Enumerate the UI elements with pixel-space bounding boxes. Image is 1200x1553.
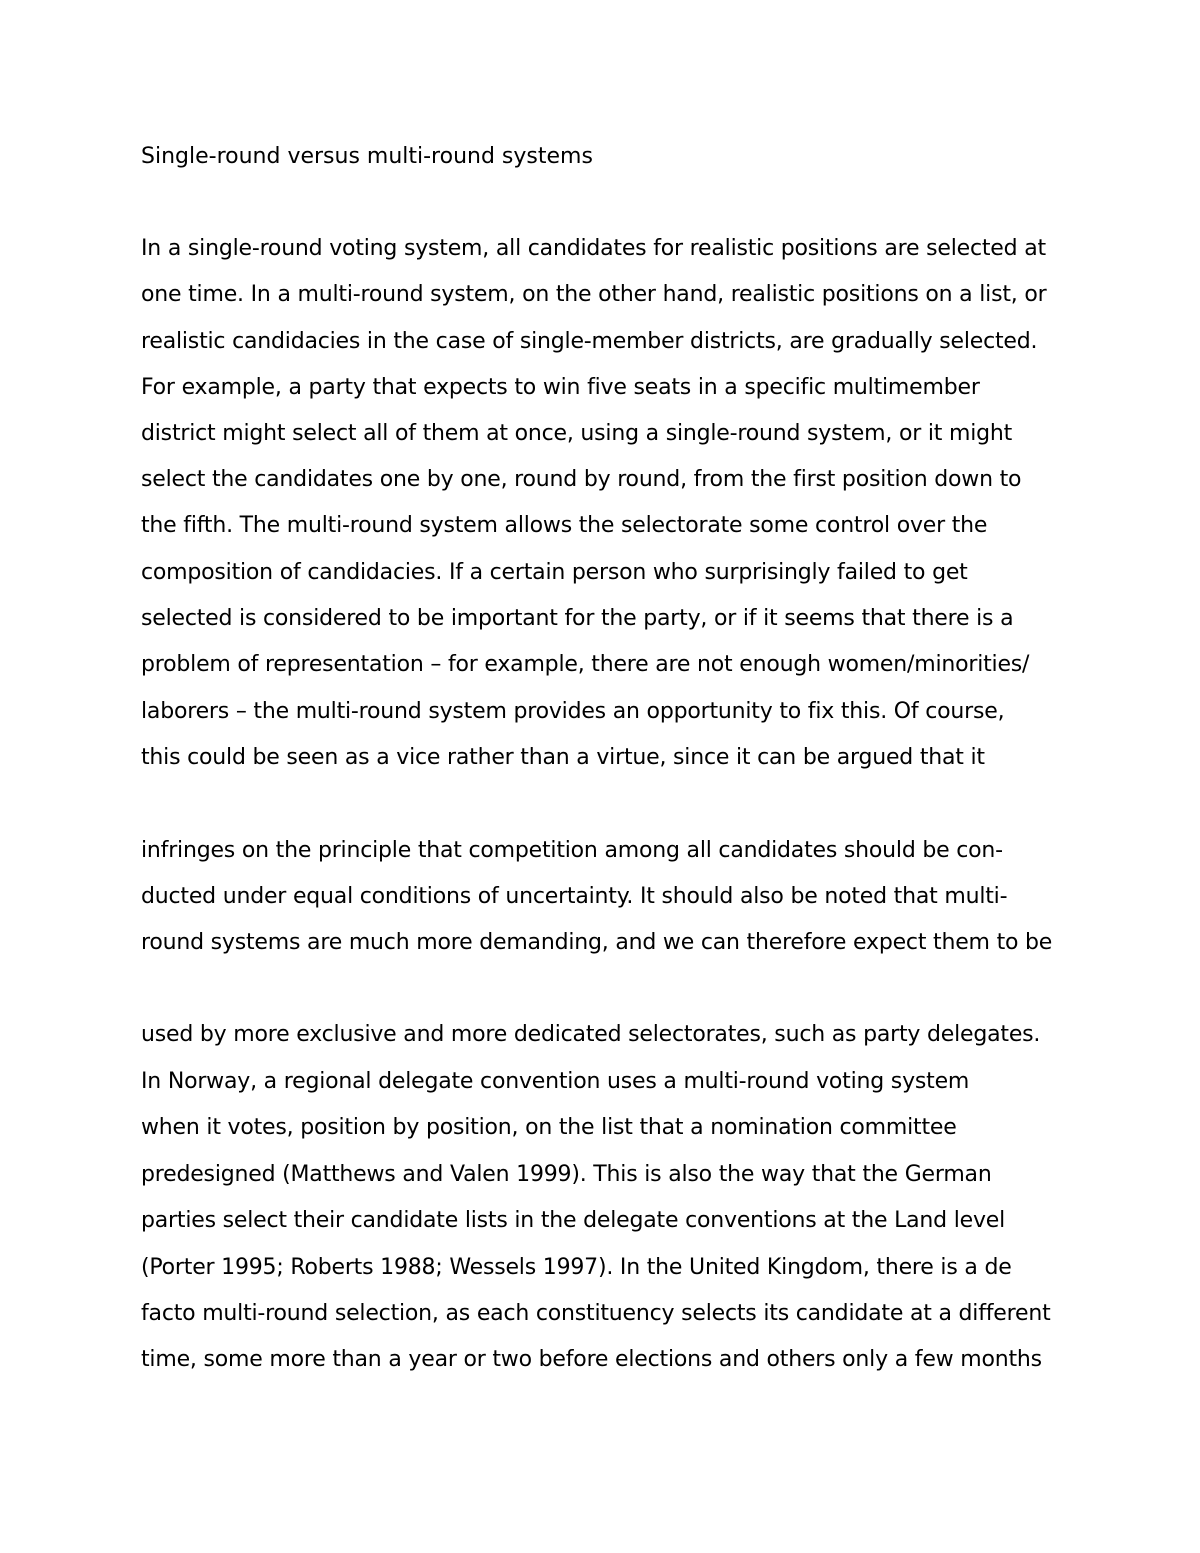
body-text-line: select the candidates one by one, round by round, from the first position down to [141,467,1022,492]
body-text-line: composition of candidacies. If a certain person who surprisingly failed to get [141,560,968,585]
body-text-line: infringes on the principle that competition among all candidates should be con- [141,838,1003,863]
body-text-line: For example, a party that expects to win five seats in a specific multimember [141,375,980,400]
body-text-line: round systems are much more demanding, and we can therefore expect them to be [141,930,1053,955]
body-text-line: selected is considered to be important for the party, or if it seems that there is a [141,606,1014,631]
body-text-line: this could be seen as a vice rather than a virtue, since it can be argued that it [141,745,985,770]
body-text-line: laborers – the multi-round system provides an opportunity to fix this. Of course, [141,699,1005,724]
body-text-line: district might select all of them at once, using a single-round system, or it might [141,421,1013,446]
body-text-line: ducted under equal conditions of uncertainty. It should also be noted that multi- [141,884,1008,909]
body-text-line: realistic candidacies in the case of single-member districts, are gradually selected. [141,329,1038,354]
body-text-line: one time. In a multi-round system, on the other hand, realistic positions on a list, or [141,282,1047,307]
body-text-line: the fifth. The multi-round system allows the selectorate some control over the [141,513,988,538]
body-text-line: In a single-round voting system, all candidates for realistic positions are selected at [141,236,1046,261]
body-text-line: parties select their candidate lists in the delegate conventions at the Land level [141,1208,1006,1233]
body-text-line: problem of representation – for example, there are not enough women/minorities/ [141,652,1030,677]
section-heading: Single-round versus multi-round systems [141,144,593,169]
body-text-line: used by more exclusive and more dedicated selectorates, such as party delegates. [141,1022,1041,1047]
body-text-line: time, some more than a year or two before elections and others only a few months [141,1347,1042,1372]
body-text-line: In Norway, a regional delegate convention uses a multi-round voting system [141,1069,970,1094]
body-text-line: when it votes, position by position, on the list that a nomination committee [141,1115,957,1140]
body-text-line: predesigned (Matthews and Valen 1999). This is also the way that the German [141,1162,992,1187]
body-text-line: (Porter 1995; Roberts 1988; Wessels 1997). In the United Kingdom, there is a de [141,1255,1012,1280]
body-text-line: facto multi-round selection, as each constituency selects its candidate at a different [141,1301,1051,1326]
